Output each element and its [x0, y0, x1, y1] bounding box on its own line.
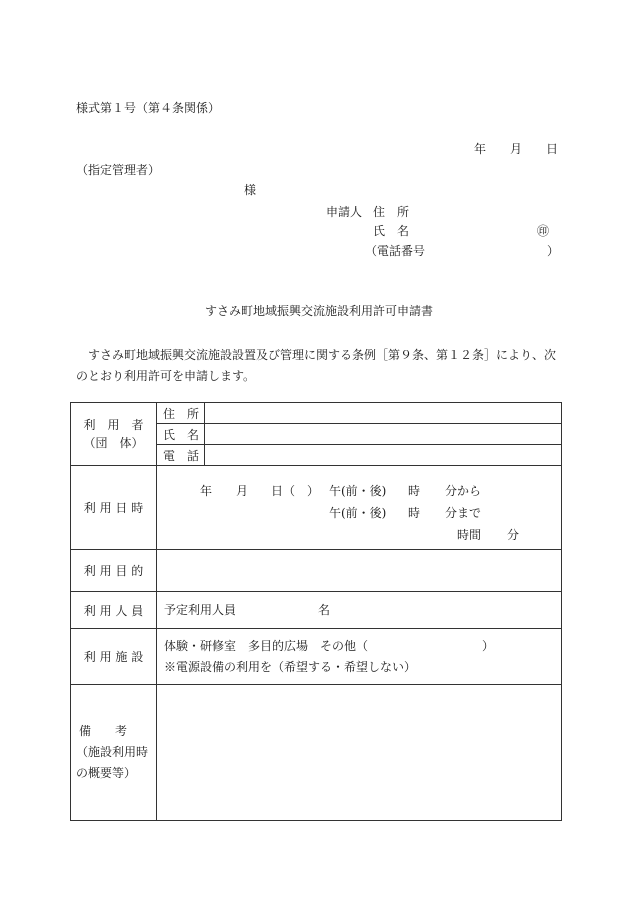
datetime-hour-to: 時: [408, 506, 421, 520]
user-address-row: [71, 403, 562, 424]
datetime-hour-from: 時: [408, 484, 421, 498]
honorific: 様: [244, 183, 257, 197]
people-input[interactable]: [157, 592, 562, 629]
datetime-ampm-to: 午(前・後): [329, 506, 387, 520]
facility-row: [71, 629, 562, 685]
applicant-address-label: 住 所: [373, 205, 410, 219]
people-unit-label: 名: [318, 603, 331, 617]
seal-mark: ㊞: [537, 224, 550, 238]
remarks-label-line3: の概要等）: [76, 766, 137, 780]
user-name-input[interactable]: [205, 424, 562, 445]
datetime-minute-to: 分まで: [445, 506, 482, 520]
remarks-label-cell: [71, 685, 157, 821]
user-name-label: 氏 名: [157, 424, 205, 445]
form-number: 様式第１号（第４条関係）: [76, 101, 221, 115]
datetime-row: [71, 466, 562, 550]
phone-label: （電話番号: [365, 244, 426, 258]
intro-line-2: のとおり利用許可を申請します。: [76, 369, 256, 383]
remarks-input[interactable]: [157, 685, 562, 821]
facility-input[interactable]: [157, 629, 562, 685]
facility-options: 体験・研修室 多目的広場 その他（: [164, 639, 369, 653]
people-expected-label: 予定利用人員: [164, 603, 237, 617]
facility-power-note: ※電源設備の利用を（希望する・希望しない）: [164, 660, 417, 674]
datetime-minutes: 分: [507, 528, 520, 542]
datetime-hours: 時間: [457, 528, 482, 542]
applicant-name-label: 氏 名: [373, 224, 410, 238]
application-form-table: [70, 402, 562, 821]
datetime-ampm-from: 午(前・後): [329, 484, 387, 498]
date-month-label: 月: [510, 142, 523, 156]
intro-line-1: すさみ町地域振興交流施設設置及び管理に関する条例［第９条、第１２条］により、次: [88, 348, 557, 362]
purpose-row: [71, 550, 562, 592]
user-phone-input[interactable]: [205, 445, 562, 466]
people-label: 利 用 人 員: [71, 592, 157, 629]
datetime-year: 年: [200, 484, 213, 498]
user-label-cell: [71, 403, 157, 466]
applicant-label: 申請人: [326, 205, 363, 219]
remarks-row: [71, 685, 562, 821]
user-label-line2: （団 体）: [83, 436, 144, 450]
date-year-label: 年: [474, 142, 487, 156]
user-phone-label: 電 話: [157, 445, 205, 466]
datetime-minute-from: 分から: [445, 484, 482, 498]
user-address-input[interactable]: [205, 403, 562, 424]
user-address-label: 住 所: [157, 403, 205, 424]
purpose-input[interactable]: [157, 550, 562, 592]
datetime-label: 利 用 日 時: [71, 466, 157, 550]
document-title: すさみ町地域振興交流施設利用許可申請書: [205, 304, 434, 318]
remarks-label-line1: 備 考: [79, 724, 128, 738]
addressee: （指定管理者）: [76, 163, 161, 177]
date-day-label: 日: [546, 142, 559, 156]
people-row: [71, 592, 562, 629]
phone-close: ）: [547, 244, 560, 258]
user-label-line1: 利 用 者: [83, 418, 144, 432]
datetime-day: 日（ ）: [271, 484, 320, 498]
facility-options-close: ）: [482, 639, 495, 653]
remarks-label-line2: （施設利用時: [76, 745, 149, 759]
datetime-month: 月: [236, 484, 249, 498]
facility-label: 利 用 施 設: [71, 629, 157, 685]
datetime-input[interactable]: [157, 466, 562, 550]
purpose-label: 利 用 目 的: [71, 550, 157, 592]
